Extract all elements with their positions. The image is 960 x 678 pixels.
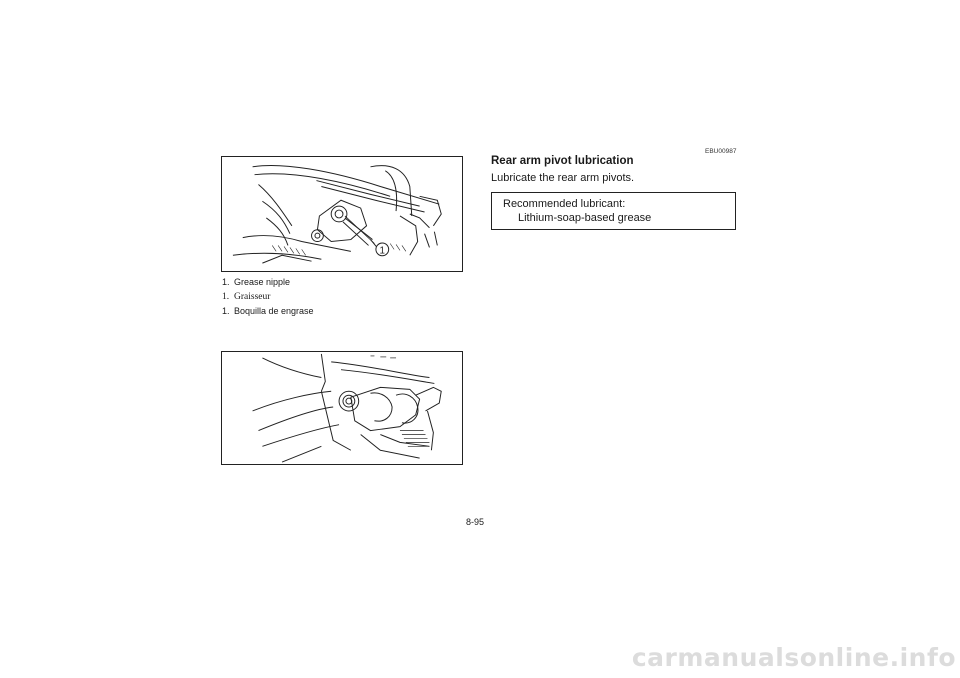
page-number: 8-95 [466, 517, 485, 527]
lubricant-value: Lithium-soap-based grease [518, 212, 652, 224]
grease-nipple-illustration [221, 156, 463, 272]
rear-arm-pivot-drawing [222, 352, 462, 464]
caption-number: 1. [222, 292, 230, 302]
grease-nipple-drawing [222, 157, 462, 271]
rear-arm-pivot-illustration [221, 351, 463, 465]
instruction-text: Lubricate the rear arm pivots. [491, 172, 635, 184]
watermark: carmanualsonline.info [631, 643, 956, 672]
caption-text: Boquilla de engrase [234, 306, 314, 316]
caption-french [222, 292, 270, 303]
caption-spanish [222, 306, 314, 317]
callout-number: 1 [379, 245, 386, 257]
lubricant-spec-box [491, 192, 736, 230]
section-title: Rear arm pivot lubrication [491, 155, 634, 167]
caption-text: Graisseur [234, 292, 271, 302]
lubricant-label: Recommended lubricant: [503, 198, 626, 210]
caption-english [222, 277, 290, 288]
caption-text: Grease nipple [234, 277, 291, 287]
reference-code: EBU00987 [705, 148, 737, 155]
caption-number: 1. [222, 277, 230, 287]
caption-number: 1. [222, 306, 230, 316]
